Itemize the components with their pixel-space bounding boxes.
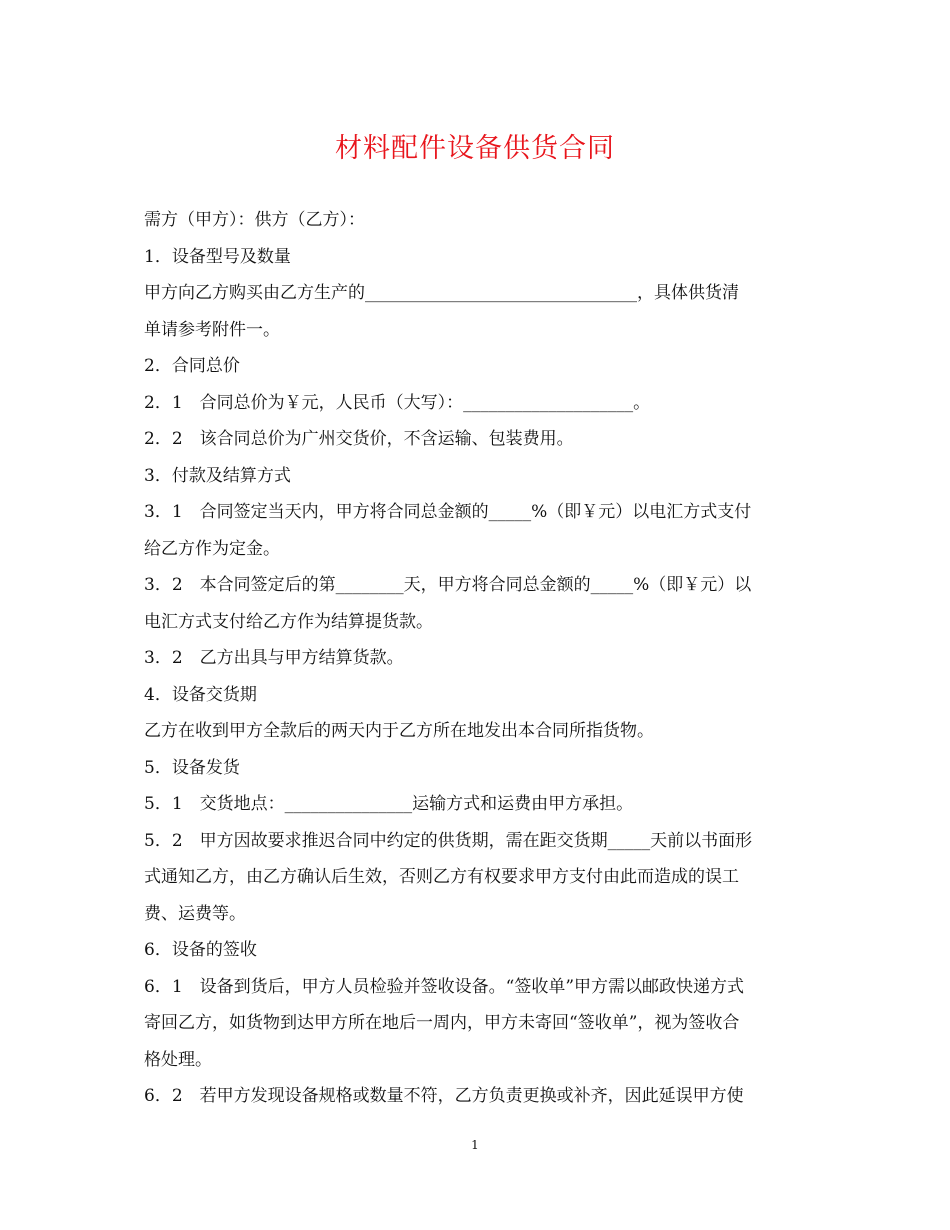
clause-line: 2．2 该合同总价为广州交货价，不含运输、包装费用。 — [144, 429, 574, 449]
section-heading: 6．设备的签收 — [144, 940, 257, 960]
paragraph-line: 甲方向乙方购买由乙方生产的________________________________，具体供货清 — [144, 283, 739, 303]
clause-line: 5．2 甲方因故要求推迟合同中约定的供货期，需在距交货期_____天前以书面形 — [144, 830, 753, 851]
section-heading: 5．设备发货 — [144, 757, 240, 778]
clause-line: 3．2 乙方出具与甲方结算货款。 — [144, 648, 404, 668]
clause-line: 5．1 交货地点：_______________运输方式和运费由甲方承担。 — [144, 794, 634, 814]
clause-line: 给乙方作为定金。 — [144, 538, 280, 559]
clause-line: 3．1 合同签定当天内，甲方将合同总金额的_____%（即￥元）以电汇方式支付 — [144, 502, 752, 522]
section-heading: 4．设备交货期 — [144, 684, 257, 705]
section-heading: 3．付款及结算方式 — [144, 465, 291, 486]
paragraph-line: 单请参考附件一。 — [144, 319, 280, 340]
clause-line: 3．2 本合同签定后的第________天，甲方将合同总金额的_____%（即￥元）以 — [144, 575, 752, 595]
document-title: 材料配件设备供货合同 — [335, 133, 615, 164]
page-number: 1 — [471, 1138, 479, 1152]
clause-line: 6．1 设备到货后，甲方人员检验并签收设备。“签收单”甲方需以邮政快递方式 — [144, 976, 745, 997]
clause-line: 6．2 若甲方发现设备规格或数量不符，乙方负责更换或补齐，因此延误甲方使 — [144, 1086, 744, 1106]
paragraph-line: 乙方在收到甲方全款后的两天内于乙方所在地发出本合同所指货物。 — [144, 721, 654, 741]
clause-line: 2．1 合同总价为￥元，人民币（大写）：____________________。 — [144, 392, 651, 413]
contract-body — [144, 202, 808, 1115]
clause-line: 格处理。 — [144, 1049, 212, 1070]
clause-line: 寄回乙方，如货物到达甲方所在地后一周内，甲方未寄回“签收单”，视为签收合 — [144, 1013, 740, 1033]
parties-line: 需方（甲方）：供方（乙方）： — [144, 210, 365, 230]
clause-line: 费、运费等。 — [144, 903, 246, 924]
clause-line: 式通知乙方，由乙方确认后生效，否则乙方有权要求甲方支付由此而造成的误工 — [144, 867, 739, 887]
clause-line: 电汇方式支付给乙方作为结算提货款。 — [144, 611, 433, 632]
section-heading: 2．合同总价 — [144, 356, 240, 376]
section-heading: 1．设备型号及数量 — [144, 246, 291, 267]
